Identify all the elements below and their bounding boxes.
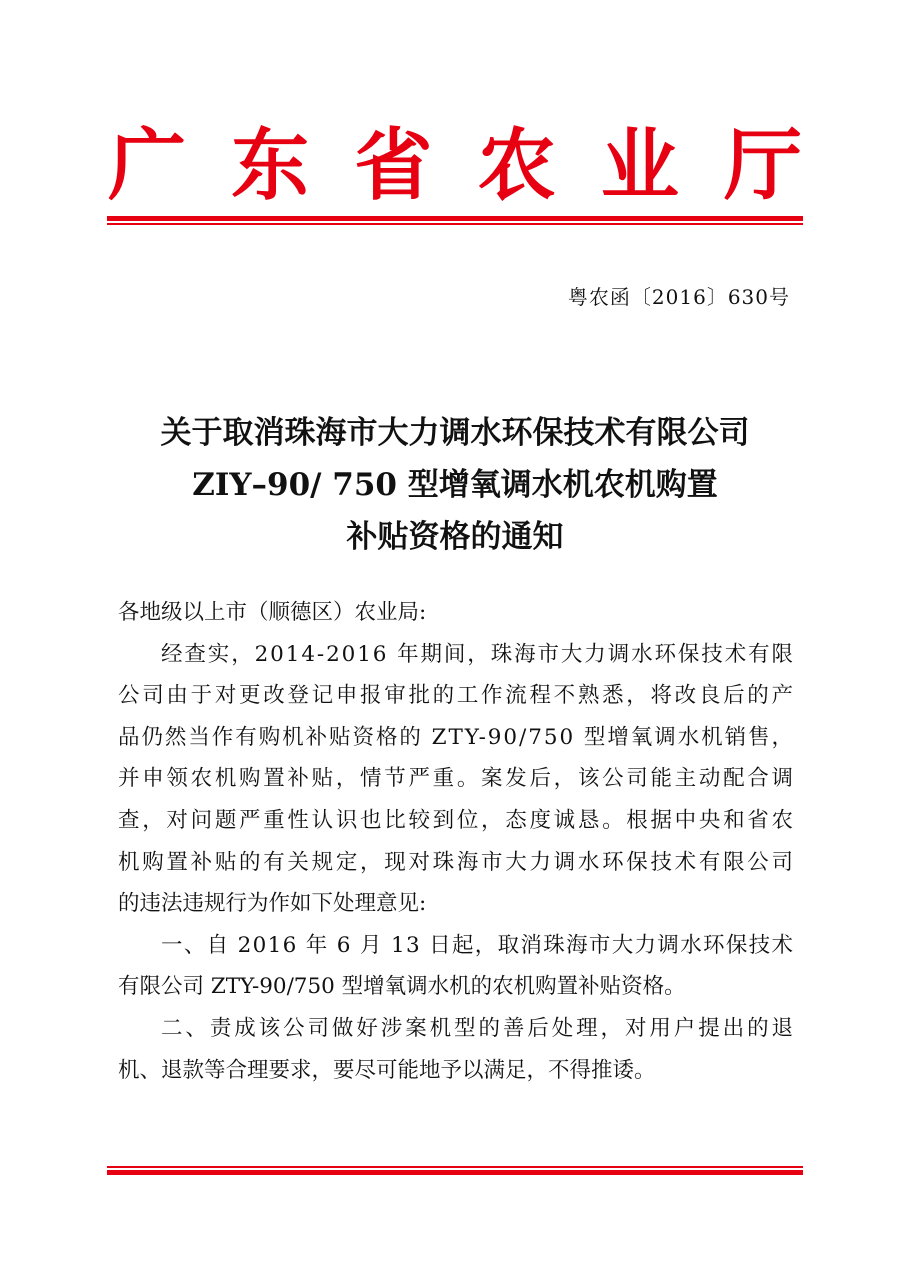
paragraph-line: 机购置补贴的有关规定，现对珠海市大力调水环保技术有限公司 [118,849,796,875]
salutation: 各地级以上市（顺德区）农业局: [118,600,427,625]
paragraph-line: 查，对问题严重性认识也比较到位，态度诚恳。根据中央和省农 [118,807,796,833]
item-1 [118,925,793,1008]
masthead-char: 厅 [723,120,802,211]
document-body [118,592,796,1091]
title-line-3: 补贴资格的通知 [346,519,564,555]
paragraph-1 [118,634,796,925]
document-number: 粤农函〔2016〕630号 [567,285,790,309]
header-rule-thin [107,223,803,225]
item-line: 二、责成该公司做好涉案机型的善后处理，对用户提出的退 [161,1015,796,1041]
masthead-char: 省 [354,120,433,211]
item-line: 机、退款等合理要求，要尽可能地予以满足，不得推诿。 [118,1057,656,1083]
paragraph-line: 并申领农机购置补贴，情节严重。案发后，该公司能主动配合调 [118,766,796,792]
paragraph-line: 品仍然当作有购机补贴资格的 ZTY-90/750 型增氧调水机销售， [118,724,795,750]
footer-rule-thin [107,1166,803,1168]
masthead-char: 广 [108,120,187,211]
masthead-char: 东 [231,120,310,211]
paragraph-line: 经查实，2014-2016 年期间，珠海市大力调水环保技术有限 [161,641,795,667]
agency-masthead [108,118,802,214]
footer-rule-thick [107,1170,803,1175]
item-line: 一、自 2016 年 6 月 13 日起，取消珠海市大力调水环保技术 [161,932,795,958]
title-line-1: 关于取消珠海市大力调水环保技术有限公司 [160,415,750,451]
paragraph-line: 公司由于对更改登记申报审批的工作流程不熟悉，将改良后的产 [118,683,796,709]
item-2 [118,1008,796,1091]
masthead-char: 农 [477,120,556,211]
masthead-char: 业 [600,120,679,211]
item-line: 有限公司 ZTY-90/750 型增氧调水机的农机购置补贴资格。 [118,974,686,1000]
title-line-2: ZIY–90/ 750 型增氧调水机农机购置 [192,467,718,503]
paragraph-line: 的违法违规行为作如下处理意见: [118,891,427,917]
header-rule-thick [107,216,803,221]
